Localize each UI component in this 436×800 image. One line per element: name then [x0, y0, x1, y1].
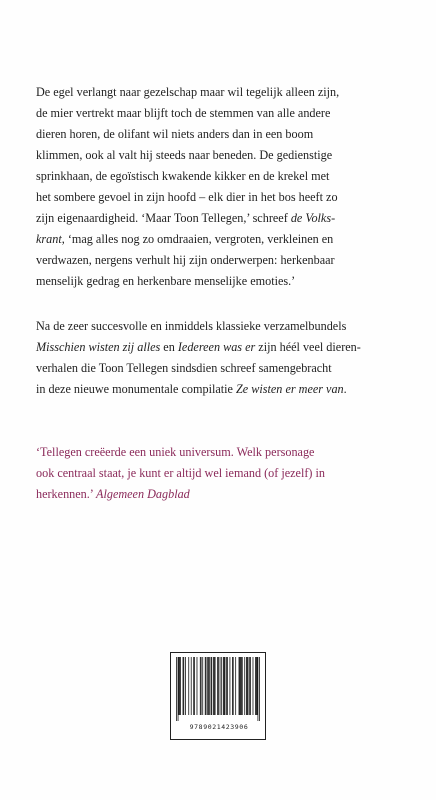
text-run: ‘Tellegen creëerde een uniek universum. Welk personage — [36, 445, 315, 459]
barcode-bar — [235, 657, 236, 715]
barcode-bar — [211, 657, 212, 715]
blurb-paragraph — [36, 82, 408, 292]
text-run: dieren horen, de olifant wil niets anders dan in een boom — [36, 127, 314, 141]
barcode-bar — [178, 657, 179, 715]
barcode-bar — [206, 657, 207, 715]
text-line — [36, 358, 408, 379]
barcode-bar — [178, 657, 179, 721]
text-line — [36, 82, 408, 103]
text-line — [36, 229, 408, 250]
text-run: sprinkhaan, de egoïstisch kwakende kikker en de krekel met — [36, 169, 330, 183]
text-line — [36, 337, 408, 358]
compilation-paragraph — [36, 316, 408, 400]
barcode-bar — [244, 657, 245, 715]
text-run: zijn héél veel dieren- — [255, 340, 361, 354]
barcode-bar — [213, 657, 214, 715]
isbn-number: 9789021423906 — [189, 723, 249, 731]
text-line — [36, 124, 408, 145]
barcode-bar — [183, 657, 184, 715]
barcode-bar — [179, 657, 180, 715]
barcode-bar — [253, 657, 254, 715]
barcode-bar — [214, 657, 215, 715]
isbn-barcode — [170, 652, 266, 740]
barcode-bar — [247, 657, 248, 715]
barcode-bar — [230, 657, 231, 715]
barcode-bar — [226, 657, 227, 715]
text-line — [36, 484, 408, 505]
barcode-bar — [176, 657, 177, 721]
barcode-bar — [201, 657, 202, 715]
italic-run: Ze wisten er meer van — [236, 382, 344, 396]
text-run: de mier vertrekt maar blijft toch de stemmen van alle andere — [36, 106, 331, 120]
text-line — [36, 463, 408, 484]
text-run: , ‘mag alles nog zo omdraaien, vergroten, verkleinen en — [61, 232, 334, 246]
text-run: herkennen.’ — [36, 487, 97, 501]
italic-run: krant — [36, 232, 62, 246]
italic-run: de Volks- — [290, 211, 336, 225]
barcode-bar — [211, 657, 212, 715]
barcode-bar — [208, 657, 209, 715]
text-line — [36, 166, 408, 187]
barcode-bar — [255, 657, 256, 715]
text-line — [36, 271, 408, 292]
barcode-bar — [250, 657, 251, 715]
text-run: verdwazen, nergens verhult hij zijn onderwerpen: herkenbaar — [36, 253, 335, 267]
barcode-bar — [242, 657, 243, 715]
text-line — [36, 145, 408, 166]
review-quote — [36, 442, 408, 505]
barcode-bar — [233, 657, 234, 715]
barcode-bar — [218, 657, 219, 715]
barcode-bar — [225, 657, 226, 715]
barcode-bar — [220, 657, 221, 715]
italic-run: Misschien wisten zij alles — [36, 340, 161, 354]
text-line — [36, 208, 408, 229]
barcode-bar — [223, 657, 224, 715]
barcode-bar — [240, 657, 241, 715]
barcode-bar — [246, 657, 247, 715]
barcode-bar — [221, 657, 222, 715]
text-run: menselijk gedrag en herkenbare menselijke emoties.’ — [36, 274, 296, 288]
barcode-bar — [193, 657, 194, 715]
barcode-bars — [176, 657, 260, 721]
barcode-bar — [205, 657, 206, 715]
text-line — [36, 103, 408, 124]
barcode-bar — [194, 657, 195, 715]
text-run: klimmen, ook al valt hij steeds naar beneden. De gedienstige — [36, 148, 333, 162]
barcode-bar — [239, 657, 240, 715]
barcode-bar — [259, 657, 260, 721]
italic-run: Iedereen was er — [177, 340, 256, 354]
barcode-bar — [209, 657, 210, 715]
barcode-bar — [197, 657, 198, 715]
text-run: en — [160, 340, 178, 354]
barcode-bar — [232, 657, 233, 715]
text-run: ook centraal staat, je kunt er altijd wel iemand (of jezelf) in — [36, 466, 325, 480]
barcode-bar — [215, 657, 216, 715]
italic-run: Algemeen Dagblad — [96, 487, 190, 501]
barcode-bar — [185, 657, 186, 715]
barcode-bar — [191, 657, 192, 715]
text-run: De egel verlangt naar gezelschap maar wil tegelijk alleen zijn, — [36, 85, 340, 99]
barcode-bar — [224, 657, 225, 715]
text-run: Na de zeer succesvolle en inmiddels klassieke verzamelbundels — [36, 319, 347, 333]
barcode-bar — [256, 657, 257, 715]
barcode-bar — [227, 657, 228, 715]
barcode-bar — [200, 657, 201, 715]
barcode-bar — [239, 657, 240, 715]
barcode-bar — [183, 657, 184, 715]
text-line — [36, 250, 408, 271]
barcode-bar — [257, 657, 258, 715]
text-run: verhalen die Toon Tellegen sindsdien schreef samengebracht — [36, 361, 332, 375]
barcode-bar — [180, 657, 181, 715]
text-line — [36, 187, 408, 208]
barcode-bar — [217, 657, 218, 715]
barcode-bar — [188, 657, 189, 715]
text-run: zijn eigenaardigheid. ‘Maar Toon Tellegen,’ schreef — [36, 211, 291, 225]
barcode-bar — [207, 657, 208, 715]
barcode-bar — [202, 657, 203, 715]
barcode-bar — [241, 657, 242, 715]
barcode-bar — [258, 657, 259, 721]
text-line — [36, 379, 408, 400]
text-run: . — [343, 382, 347, 396]
text-line — [36, 316, 408, 337]
text-run: in deze nieuwe monumentale compilatie — [36, 382, 237, 396]
text-line — [36, 442, 408, 463]
text-run: het sombere gevoel in zijn hoofd – elk dier in het bos heeft zo — [36, 190, 338, 204]
barcode-bar — [249, 657, 250, 715]
barcode-bar — [248, 657, 249, 715]
